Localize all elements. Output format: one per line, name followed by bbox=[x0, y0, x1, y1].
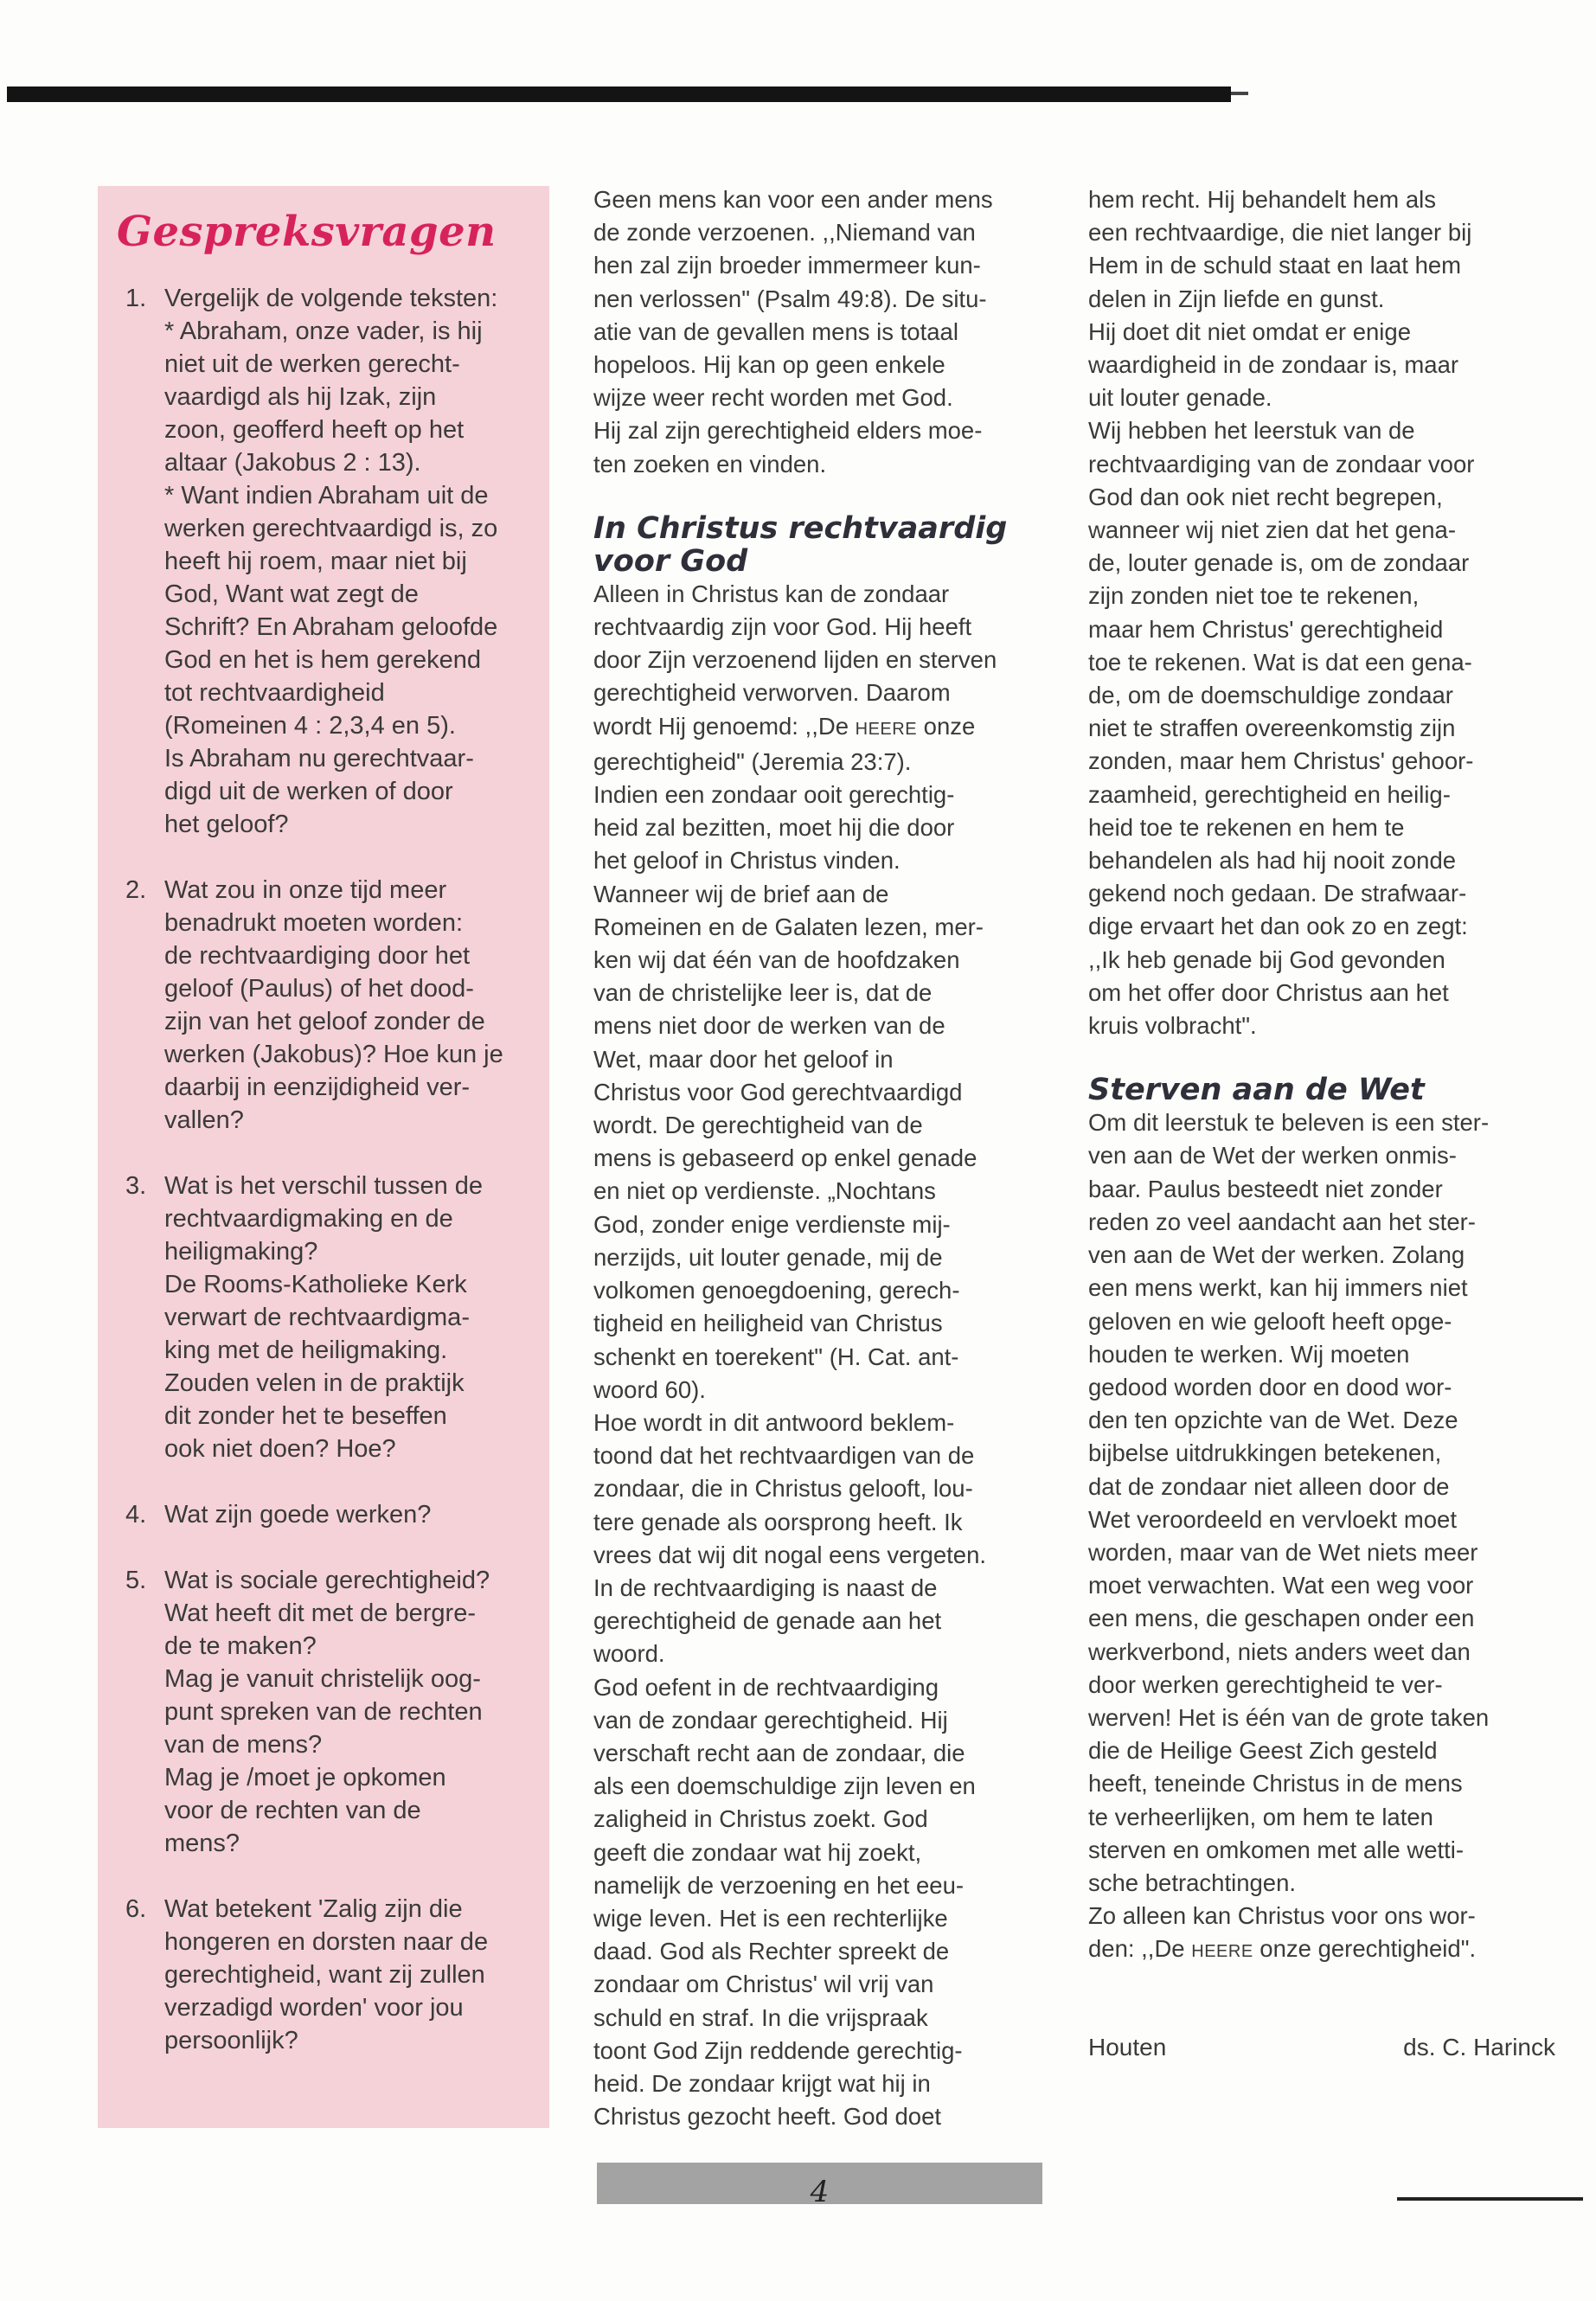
text-line: uit louter genade. bbox=[1088, 384, 1272, 412]
text-line: wordt. De gerechtigheid van de bbox=[593, 1112, 923, 1139]
question-line: tot rechtvaardigheid bbox=[164, 679, 385, 707]
text-line: heeft, teneinde Christus in de mens bbox=[1088, 1770, 1463, 1798]
text-line: Hij doet dit niet omdat er enige bbox=[1088, 317, 1411, 345]
top-rule bbox=[7, 87, 1231, 102]
question-number: 5. bbox=[125, 1567, 147, 1594]
text-line: van de zondaar gerechtigheid. Hij bbox=[593, 1706, 948, 1734]
text-line: door werken gerechtigheid te ver- bbox=[1088, 1670, 1443, 1698]
question-line: van de mens? bbox=[164, 1731, 323, 1759]
text-line: zaamheid, gerechtigheid en heilig- bbox=[1088, 780, 1451, 808]
question-line: ook niet doen? Hoe? bbox=[164, 1435, 396, 1463]
text-line: schuld en straf. In die vrijspraak bbox=[593, 2003, 928, 2031]
text-line: houden te werken. Wij moeten bbox=[1088, 1340, 1410, 1368]
text-line: volkomen genoegdoening, gerech- bbox=[593, 1277, 960, 1304]
question-line: zijn van het geloof zonder de bbox=[164, 1008, 485, 1035]
text-line: waardigheid in de zondaar is, maar bbox=[1088, 351, 1459, 379]
question-text bbox=[164, 874, 534, 1137]
text-line: woord 60). bbox=[593, 1375, 706, 1403]
text-line: toond dat het rechtvaardigen van de bbox=[593, 1442, 975, 1470]
question-line: verzadigd worden' voor jou bbox=[164, 1994, 464, 2022]
text-line: een mens, die geschapen onder een bbox=[1088, 1605, 1475, 1632]
text-line: rechtvaardig zijn voor God. Hij heeft bbox=[593, 613, 972, 641]
text-line: en niet op verdienste. „Nochtans bbox=[593, 1177, 936, 1205]
question-line: Schrift? En Abraham geloofde bbox=[164, 613, 498, 641]
text-line: God dan ook niet recht begrepen, bbox=[1088, 483, 1443, 510]
text-line: ven aan de Wet der werken. Zolang bbox=[1088, 1241, 1465, 1269]
text-line: toe te rekenen. Wat is dat een gena- bbox=[1088, 648, 1472, 676]
question-text bbox=[164, 1893, 534, 2057]
text-line: van de christelijke leer is, dat de bbox=[593, 979, 933, 1007]
text-line: werkverbond, niets anders weet dan bbox=[1088, 1638, 1471, 1665]
text-line: te verheerlijken, om hem te laten bbox=[1088, 1803, 1433, 1830]
text-line: wijze weer recht worden met God. bbox=[593, 384, 953, 412]
text-line: een mens werkt, kan hij immers niet bbox=[1088, 1274, 1468, 1302]
text-line: hen zal zijn broeder immermeer kun- bbox=[593, 252, 981, 279]
text-line: wanneer wij niet zien dat het gena- bbox=[1088, 516, 1456, 544]
question-line: (Romeinen 4 : 2,3,4 en 5). bbox=[164, 712, 456, 740]
text-line: ten zoeken en vinden. bbox=[593, 450, 827, 478]
text-line: niet te straffen overeenkomstig zijn bbox=[1088, 715, 1456, 742]
signature bbox=[1088, 2031, 1555, 2064]
question-line: geloof (Paulus) of het dood- bbox=[164, 975, 474, 1003]
question-line: dit zonder het te beseffen bbox=[164, 1402, 447, 1430]
question-line: persoonlijk? bbox=[164, 2027, 298, 2054]
text-line: Wij hebben het leerstuk van de bbox=[1088, 417, 1415, 445]
bottom-rule bbox=[1397, 2197, 1583, 2201]
question-line: king met de heiligmaking. bbox=[164, 1336, 448, 1364]
text-line: behandelen als had hij nooit zonde bbox=[1088, 847, 1457, 875]
text-line: Zo alleen kan Christus voor ons wor- bbox=[1088, 1902, 1476, 1930]
text-line: zijn zonden niet toe te rekenen, bbox=[1088, 582, 1420, 610]
question-line: heiligmaking? bbox=[164, 1238, 318, 1266]
text-line: die de Heilige Geest Zich gesteld bbox=[1088, 1737, 1438, 1765]
question-line: Mag je vanuit christelijk oog- bbox=[164, 1665, 481, 1693]
question-number: 6. bbox=[125, 1895, 147, 1923]
question-line: God, Want wat zegt de bbox=[164, 580, 419, 608]
text-line: het geloof in Christus vinden. bbox=[593, 847, 901, 875]
text-line: Wet, maar door het geloof in bbox=[593, 1045, 894, 1073]
question-line: Is Abraham nu gerechtvaar- bbox=[164, 745, 474, 772]
right-paragraph-2 bbox=[1088, 1106, 1555, 1900]
text-line: wige leven. Het is een rechterlijke bbox=[593, 1904, 948, 1932]
text-line: Geen mens kan voor een ander mens bbox=[593, 186, 993, 213]
text-line: maar hem Christus' gerechtigheid bbox=[1088, 615, 1444, 643]
question-line: werken gerechtvaardigd is, zo bbox=[164, 515, 498, 542]
question-line: Wat is het verschil tussen de bbox=[164, 1172, 484, 1200]
question-text bbox=[164, 1170, 534, 1465]
question-line: vaardigd als hij Izak, zijn bbox=[164, 383, 437, 411]
text-line: God oefent in de rechtvaardiging bbox=[593, 1673, 939, 1701]
text-line: heid toe te rekenen en hem te bbox=[1088, 813, 1405, 841]
question-line: Mag je /moet je opkomen bbox=[164, 1764, 446, 1791]
questions-sidebar bbox=[98, 186, 549, 2128]
question-line: zoon, geofferd heeft op het bbox=[164, 416, 465, 444]
text-line: bijbelse uitdrukkingen betekenen, bbox=[1088, 1439, 1442, 1467]
text-line: hem recht. Hij behandelt hem als bbox=[1088, 186, 1437, 213]
text-line: mens niet door de werken van de bbox=[593, 1012, 945, 1040]
question-line: heeft hij roem, maar niet bij bbox=[164, 548, 467, 575]
text-line: sche betrachtingen. bbox=[1088, 1868, 1297, 1896]
right-paragraph-1 bbox=[1088, 183, 1555, 1042]
text-line: Om dit leerstuk te beleven is een ster- bbox=[1088, 1109, 1490, 1137]
question-line: Wat is sociale gerechtigheid? bbox=[164, 1567, 490, 1594]
question-line: Zouden velen in de praktijk bbox=[164, 1369, 465, 1397]
text-line: gekend noch gedaan. De strafwaar- bbox=[1088, 880, 1467, 907]
text-line: den: ,,De HEERE onze gerechtigheid". bbox=[1088, 1935, 1477, 1963]
question-number: 2. bbox=[125, 876, 147, 904]
text-line: Hem in de schuld staat en laat hem bbox=[1088, 252, 1462, 279]
text-line: zonden, maar hem Christus' gehoor- bbox=[1088, 747, 1474, 775]
question-line: benadrukt moeten worden: bbox=[164, 909, 463, 937]
text-line: worden, maar van de Wet niets meer bbox=[1088, 1538, 1478, 1566]
text-line: de, louter genade is, om de zondaar bbox=[1088, 549, 1470, 577]
text-line: gerechtigheid verworven. Daarom bbox=[593, 679, 951, 707]
text-line: geloven en wie gelooft heeft opge- bbox=[1088, 1307, 1452, 1335]
text-line: moet verwachten. Wat een weg voor bbox=[1088, 1572, 1474, 1599]
text-line: atie van de gevallen mens is totaal bbox=[593, 317, 958, 345]
question-line: hongeren en dorsten naar de bbox=[164, 1928, 489, 1956]
question-line: niet uit de werken gerecht- bbox=[164, 350, 460, 378]
question-text bbox=[164, 282, 534, 841]
text-line: Hij zal zijn gerechtigheid elders moe- bbox=[593, 417, 983, 445]
question-number: 3. bbox=[125, 1172, 147, 1200]
question-line: Wat zijn goede werken? bbox=[164, 1501, 432, 1529]
text-line: ven aan de Wet der werken onmis- bbox=[1088, 1142, 1457, 1170]
question-item bbox=[117, 1893, 534, 2057]
question-item bbox=[117, 1498, 534, 1531]
text-line: de zonde verzoenen. ,,Niemand van bbox=[593, 219, 976, 247]
question-line: rechtvaardigmaking en de bbox=[164, 1205, 453, 1233]
text-line: heid. De zondaar krijgt wat hij in bbox=[593, 2069, 931, 2097]
sidebar-title: Gespreksvragen bbox=[117, 208, 497, 256]
text-line: ken wij dat één van de hoofdzaken bbox=[593, 946, 960, 974]
middle-paragraph-2b bbox=[593, 746, 1048, 2134]
text-line: tere genade als oorsprong heeft. Ik bbox=[593, 1508, 963, 1535]
text-line: zondaar, die in Christus gelooft, lou- bbox=[593, 1475, 973, 1503]
question-item bbox=[117, 874, 534, 1137]
question-line: verwart de rechtvaardigma- bbox=[164, 1304, 470, 1331]
text-line: heid zal bezitten, moet hij die door bbox=[593, 814, 955, 842]
text-line: zondaar om Christus' wil vrij van bbox=[593, 1971, 934, 1998]
text-line: Hoe wordt in dit antwoord beklem- bbox=[593, 1408, 955, 1436]
text-line: Wet veroordeeld en vervloekt moet bbox=[1088, 1505, 1457, 1533]
middle-column bbox=[593, 183, 1048, 2133]
text-line: Wanneer wij de brief aan de bbox=[593, 880, 889, 907]
heading-christus-line-1: In Christus rechtvaardig bbox=[593, 510, 1008, 546]
text-line: hopeloos. Hij kan op geen enkele bbox=[593, 351, 945, 379]
text-line: nerzijds, uit louter genade, mij de bbox=[593, 1243, 943, 1271]
question-item bbox=[117, 282, 534, 841]
text-line: tigheid en heiligheid van Christus bbox=[593, 1310, 943, 1337]
question-line: God en het is hem gerekend bbox=[164, 646, 481, 674]
text-line: kruis volbracht". bbox=[1088, 1012, 1257, 1040]
question-line: de rechtvaardiging door het bbox=[164, 942, 471, 970]
text-line: gerechtigheid de genade aan het bbox=[593, 1607, 942, 1635]
text-line: gerechtigheid" (Jeremia 23:7). bbox=[593, 747, 912, 775]
question-item bbox=[117, 1564, 534, 1860]
text-line: delen in Zijn liefde en gunst. bbox=[1088, 285, 1385, 312]
text-line: vrees dat wij dit nogal eens vergeten. bbox=[593, 1541, 987, 1568]
question-line: * Want indien Abraham uit de bbox=[164, 482, 489, 510]
text-line: toont God Zijn reddende gerechtig- bbox=[593, 2036, 963, 2064]
heading-christus-line-2: voor God bbox=[593, 543, 748, 579]
text-line: sterven en omkomen met alle wetti- bbox=[1088, 1836, 1465, 1863]
page-number: 4 bbox=[810, 2175, 830, 2209]
question-text bbox=[164, 1498, 534, 1531]
question-line: het geloof? bbox=[164, 811, 289, 838]
text-line: ,,Ik heb genade bij God gevonden bbox=[1088, 945, 1445, 973]
text-line: een rechtvaardige, die niet langer bij bbox=[1088, 219, 1472, 247]
middle-paragraph-2a bbox=[593, 578, 1048, 710]
text-line: door Zijn verzoenend lijden en sterven bbox=[593, 646, 997, 674]
text-line: als een doemschuldige zijn leven en bbox=[593, 1772, 976, 1800]
text-line: Christus gezocht heeft. God doet bbox=[593, 2103, 942, 2131]
right-column bbox=[1088, 183, 1555, 2064]
text-line: reden zo veel aandacht aan het ster- bbox=[1088, 1208, 1476, 1235]
question-line: digd uit de werken of door bbox=[164, 778, 453, 805]
text-line: dige ervaart het dan ook zo en zegt: bbox=[1088, 913, 1468, 940]
question-number: 4. bbox=[125, 1501, 147, 1529]
question-item bbox=[117, 1170, 534, 1465]
heading-sterven: Sterven aan de Wet bbox=[1088, 1073, 1425, 1108]
question-line: altaar (Jakobus 2 : 13). bbox=[164, 449, 421, 477]
question-line: * Abraham, onze vader, is hij bbox=[164, 317, 483, 345]
text-line: namelijk de verzoening en het eeu- bbox=[593, 1871, 965, 1899]
question-line: Wat betekent 'Zalig zijn die bbox=[164, 1895, 463, 1923]
question-line: voor de rechten van de bbox=[164, 1797, 421, 1824]
question-line: Wat heeft dit met de bergre- bbox=[164, 1599, 476, 1627]
question-list bbox=[117, 282, 534, 2057]
text-line: Indien een zondaar ooit gerechtig- bbox=[593, 781, 955, 809]
text-line: rechtvaardiging van de zondaar voor bbox=[1088, 450, 1475, 478]
question-line: De Rooms-Katholieke Kerk bbox=[164, 1271, 467, 1298]
text-line: In de rechtvaardiging is naast de bbox=[593, 1574, 938, 1601]
text-line: Alleen in Christus kan de zondaar bbox=[593, 580, 950, 607]
question-text bbox=[164, 1564, 534, 1860]
text-line: woord. bbox=[593, 1640, 665, 1668]
text-line: werven! Het is één van de grote taken bbox=[1088, 1703, 1490, 1731]
text-line: God, zonder enige verdienste mij- bbox=[593, 1210, 951, 1238]
text-line: Christus voor God gerechtvaardigd bbox=[593, 1078, 963, 1106]
text-line: zaligheid in Christus zoekt. God bbox=[593, 1805, 928, 1833]
text-line: de, om de doemschuldige zondaar bbox=[1088, 682, 1453, 709]
text-line: dat de zondaar niet alleen door de bbox=[1088, 1472, 1450, 1500]
text-line: nen verlossen" (Psalm 49:8). De situ- bbox=[593, 285, 987, 312]
top-rule-thin bbox=[1231, 92, 1248, 95]
text-line: baar. Paulus besteedt niet zonder bbox=[1088, 1175, 1443, 1202]
question-line: vallen? bbox=[164, 1106, 244, 1134]
question-line: mens? bbox=[164, 1830, 240, 1857]
text-line: mens is gebaseerd op enkel genade bbox=[593, 1144, 977, 1172]
signature-author: ds. C. Harinck bbox=[1403, 2033, 1555, 2061]
question-line: de te maken? bbox=[164, 1632, 317, 1660]
text-line: wordt Hij genoemd: ,,De HEERE onze bbox=[593, 712, 976, 740]
question-line: Vergelijk de volgende teksten: bbox=[164, 285, 498, 312]
question-line: gerechtigheid, want zij zullen bbox=[164, 1961, 485, 1989]
text-line: gedood worden door en dood wor- bbox=[1088, 1373, 1452, 1400]
text-line: Romeinen en de Galaten lezen, mer- bbox=[593, 913, 984, 940]
text-line: om het offer door Christus aan het bbox=[1088, 978, 1449, 1006]
text-line: schenkt en toerekent" (H. Cat. ant- bbox=[593, 1343, 959, 1370]
text-line: verschaft recht aan de zondaar, die bbox=[593, 1739, 965, 1766]
text-line: geeft die zondaar wat hij zoekt, bbox=[593, 1838, 922, 1866]
question-line: werken (Jakobus)? Hoe kun je bbox=[164, 1041, 503, 1068]
text-line: daad. God als Rechter spreekt de bbox=[593, 1938, 950, 1965]
page-number-bar bbox=[597, 2163, 1042, 2209]
question-number: 1. bbox=[125, 285, 147, 312]
question-line: daarbij in eenzijdigheid ver- bbox=[164, 1074, 471, 1101]
question-line: punt spreken van de rechten bbox=[164, 1698, 483, 1726]
middle-paragraph-1 bbox=[593, 183, 1048, 481]
question-line: Wat zou in onze tijd meer bbox=[164, 876, 447, 904]
text-line: den ten opzichte van de Wet. Deze bbox=[1088, 1407, 1458, 1434]
signature-place: Houten bbox=[1088, 2033, 1167, 2061]
